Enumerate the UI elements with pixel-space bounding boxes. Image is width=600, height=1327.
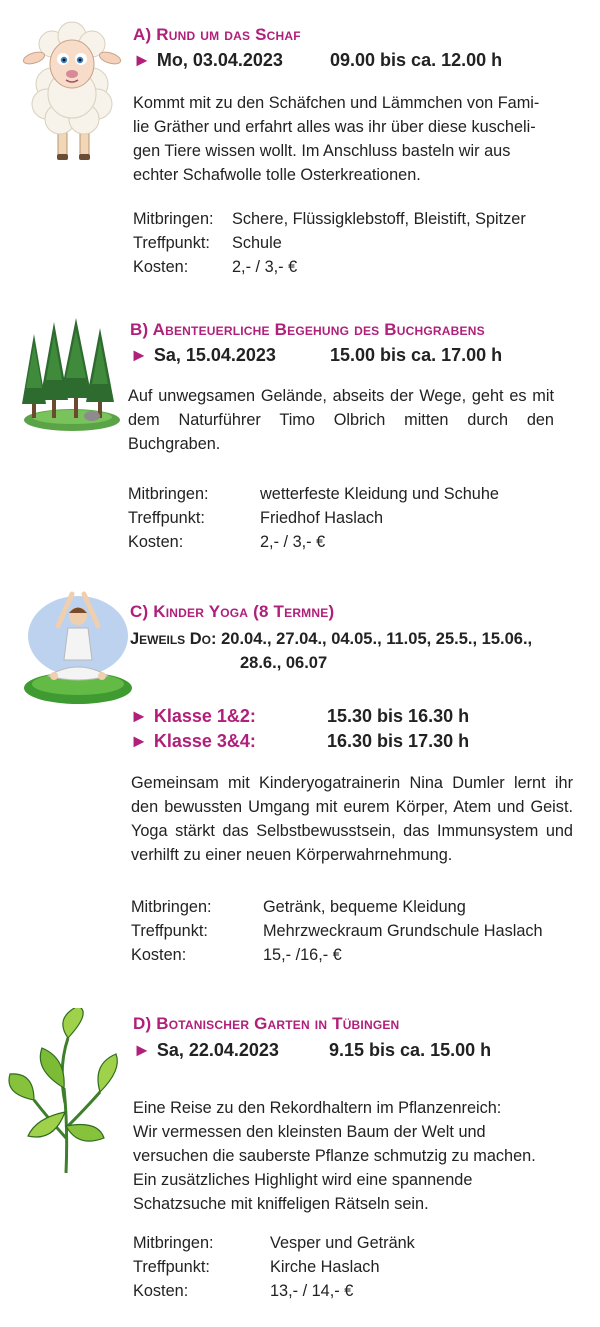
- class-row: [130, 706, 470, 727]
- event-time: 15.00 bis ca. 17.00 h: [330, 345, 503, 365]
- info-row: Mitbringen: Vesper und Getränk: [133, 1234, 415, 1252]
- event-date: Sa, 15.04.2023: [153, 345, 276, 365]
- yoga-child-icon: [22, 588, 132, 706]
- event-info: [133, 207, 526, 279]
- event-description: Eine Reise zu den Rekordhaltern im Pflanzenreich: Wir vermessen den kleinsten Baum der Welt und versuchen die sauberste Pflanze schmutzig zu machen. Ein zusätzliches Highlight wird eine spannende Schatzsuche mit kniffeligen Rätseln sein.: [133, 1099, 536, 1213]
- event-dates: [130, 627, 590, 675]
- class-label: Klasse 1&2:: [153, 706, 256, 726]
- event-description: Kommt mit zu den Schäfchen und Lämmchen von Fami- lie Gräther und erfahrt alles was ihr über diese kuscheli- gen Tiere wissen wollt. Im Anschluss basteln wir aus echter Schafwolle tolle Osterkreationen.: [133, 94, 540, 184]
- event-info: [133, 1231, 415, 1303]
- forest-icon: [20, 314, 120, 434]
- event-info: [131, 895, 543, 967]
- event-info: [128, 482, 499, 554]
- event-c: [0, 570, 600, 990]
- info-row: Kosten: 2,- / 3,- €: [128, 533, 326, 551]
- event-title: C) Kinder Yoga (8 Termne): [130, 602, 335, 621]
- event-description: Gemeinsam mit Kinderyogatrainerin Nina Dumler lernt ihr den bewussten Umgang mit eurem Körper, Atem und Geist. Yoga stärkt das Selbstbewusstsein, das Immunsystem und verhilft zu einer neuen Körperwahrnehmung.: [131, 774, 573, 864]
- info-row: Treffpunkt: Friedhof Haslach: [128, 509, 384, 527]
- info-row: Kosten: 15,- /16,- €: [131, 946, 342, 964]
- event-title: D) Botanischer Garten in Tübingen: [133, 1014, 400, 1033]
- info-row: Mitbringen: Getränk, bequeme Kleidung: [131, 898, 466, 916]
- event-d: [0, 990, 600, 1327]
- info-row: Treffpunkt: Mehrzweckraum Grundschule Haslach: [131, 922, 543, 940]
- triangle-marker-icon: ►: [133, 1040, 151, 1060]
- event-a: [0, 0, 600, 300]
- info-row: Kosten: 2,- / 3,- €: [133, 258, 298, 276]
- event-date: Mo, 03.04.2023: [156, 50, 283, 70]
- event-date: Sa, 22.04.2023: [156, 1040, 279, 1060]
- event-title: A) Rund um das Schaf: [133, 25, 301, 44]
- dates-list-continued: 28.6., 06.07: [240, 654, 328, 672]
- triangle-marker-icon: ►: [130, 345, 148, 365]
- event-time: 9.15 bis ca. 15.00 h: [329, 1040, 492, 1060]
- event-dateline: [133, 1040, 492, 1061]
- class-label: Klasse 3&4:: [153, 731, 256, 751]
- sheep-icon: [22, 14, 122, 164]
- event-description: Auf unwegsamen Gelände, abseits der Wege, geht es mit dem Naturführer Timo Olbrich mitten durch den Buchgraben.: [128, 387, 554, 453]
- class-time: 16.30 bis 17.30 h: [327, 731, 470, 751]
- info-row: Treffpunkt: Kirche Haslach: [133, 1258, 380, 1276]
- event-dateline: [133, 50, 503, 71]
- info-row: Kosten: 13,- / 14,- €: [133, 1282, 354, 1300]
- event-time: 09.00 bis ca. 12.00 h: [330, 50, 503, 70]
- event-title: B) Abenteuerliche Begehung des Buchgrabens: [130, 320, 485, 339]
- triangle-marker-icon: ►: [130, 706, 148, 726]
- triangle-marker-icon: ►: [130, 731, 148, 751]
- class-row: [130, 731, 470, 752]
- event-b: [0, 300, 600, 570]
- event-dateline: [130, 345, 503, 366]
- info-row: Mitbringen: Schere, Flüssigklebstoff, Bleistift, Spitzer: [133, 210, 526, 228]
- plant-leaves-icon: [8, 1008, 123, 1178]
- info-row: Mitbringen: wetterfeste Kleidung und Schuhe: [128, 485, 499, 503]
- triangle-marker-icon: ►: [133, 50, 151, 70]
- info-row: Treffpunkt: Schule: [133, 234, 282, 252]
- dates-label: Jeweils Do:: [130, 630, 217, 648]
- dates-list: 20.04., 27.04., 04.05., 11.05, 25.5., 15.06.,: [221, 630, 533, 648]
- class-time: 15.30 bis 16.30 h: [327, 706, 470, 726]
